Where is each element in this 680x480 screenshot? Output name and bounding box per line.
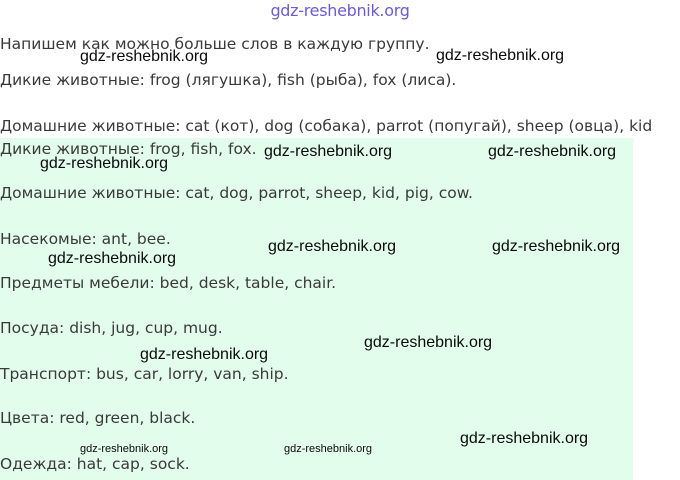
watermark: gdz-reshebnik.org [264,143,393,160]
watermark: gdz-reshebnik.org [40,155,169,172]
answer-line-dishes: Посуда: dish, jug, cup, mug. [0,319,223,337]
watermark: gdz-reshebnik.org [436,47,565,64]
answer-line-domestic-animals: Домашние животные: cat, dog, parrot, sheep, kid, pig, cow. [0,184,473,202]
watermark: gdz-reshebnik.org [492,238,621,255]
watermark: gdz-reshebnik.org [488,143,617,160]
answer-line-clothes: Одежда: hat, cap, sock. [0,455,190,473]
site-header-link[interactable]: gdz-reshebnik.org [270,1,410,20]
intro-domestic-animals: Домашние животные: cat (кот), dog (собака), parrot (попугай), sheep (овца), kid [0,117,653,135]
intro-wild-animals: Дикие животные: frog (лягушка), fish (рыба), fox (лиса). [0,71,457,89]
answer-line-colors: Цвета: red, green, black. [0,409,196,427]
watermark: gdz-reshebnik.org [284,443,373,455]
watermark: gdz-reshebnik.org [48,250,177,267]
task-instruction: Напишем как можно больше слов в каждую группу. [0,35,430,53]
watermark: gdz-reshebnik.org [140,346,269,363]
answer-line-furniture: Предметы мебели: bed, desk, table, chair. [0,274,337,292]
watermark: gdz-reshebnik.org [80,48,209,65]
watermark: gdz-reshebnik.org [364,334,493,351]
watermark: gdz-reshebnik.org [268,238,397,255]
answer-line-wild-animals: Дикие животные: frog, fish, fox. [0,140,257,158]
watermark: gdz-reshebnik.org [80,443,169,455]
watermark: gdz-reshebnik.org [460,430,589,447]
answer-line-transport: Транспорт: bus, car, lorry, van, ship. [0,365,289,383]
answer-line-insects: Насекомые: ant, bee. [0,230,171,248]
